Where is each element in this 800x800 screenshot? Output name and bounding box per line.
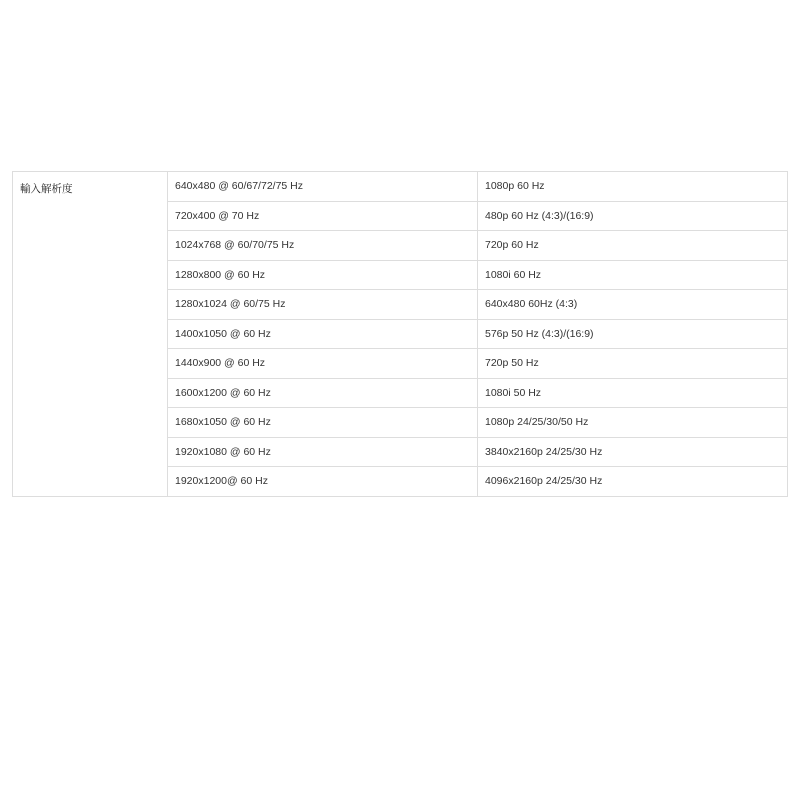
resolution-cell-left: 1280x800 @ 60 Hz	[168, 260, 478, 290]
resolution-cell-left: 1600x1200 @ 60 Hz	[168, 378, 478, 408]
resolution-cell-right: 4096x2160p 24/25/30 Hz	[478, 467, 788, 497]
resolution-cell-left: 1024x768 @ 60/70/75 Hz	[168, 231, 478, 261]
resolution-cell-right: 1080p 24/25/30/50 Hz	[478, 408, 788, 438]
resolution-cell-left: 1400x1050 @ 60 Hz	[168, 319, 478, 349]
resolution-cell-left: 1920x1200@ 60 Hz	[168, 467, 478, 497]
resolution-cell-right: 720p 50 Hz	[478, 349, 788, 379]
resolution-cell-left: 1280x1024 @ 60/75 Hz	[168, 290, 478, 320]
resolution-cell-left: 640x480 @ 60/67/72/75 Hz	[168, 172, 478, 202]
resolution-cell-left: 720x400 @ 70 Hz	[168, 201, 478, 231]
resolution-cell-right: 720p 60 Hz	[478, 231, 788, 261]
resolution-cell-left: 1920x1080 @ 60 Hz	[168, 437, 478, 467]
row-label: 輸入解析度	[13, 172, 168, 497]
resolution-cell-right: 576p 50 Hz (4:3)/(16:9)	[478, 319, 788, 349]
resolution-cell-right: 1080i 60 Hz	[478, 260, 788, 290]
resolution-cell-right: 1080i 50 Hz	[478, 378, 788, 408]
resolution-cell-right: 480p 60 Hz (4:3)/(16:9)	[478, 201, 788, 231]
input-resolution-table	[12, 171, 788, 497]
resolution-cell-left: 1440x900 @ 60 Hz	[168, 349, 478, 379]
table-body	[13, 172, 788, 497]
table-row	[13, 172, 788, 202]
resolution-cell-left: 1680x1050 @ 60 Hz	[168, 408, 478, 438]
resolution-cell-right: 3840x2160p 24/25/30 Hz	[478, 437, 788, 467]
resolution-cell-right: 640x480 60Hz (4:3)	[478, 290, 788, 320]
resolution-cell-right: 1080p 60 Hz	[478, 172, 788, 202]
